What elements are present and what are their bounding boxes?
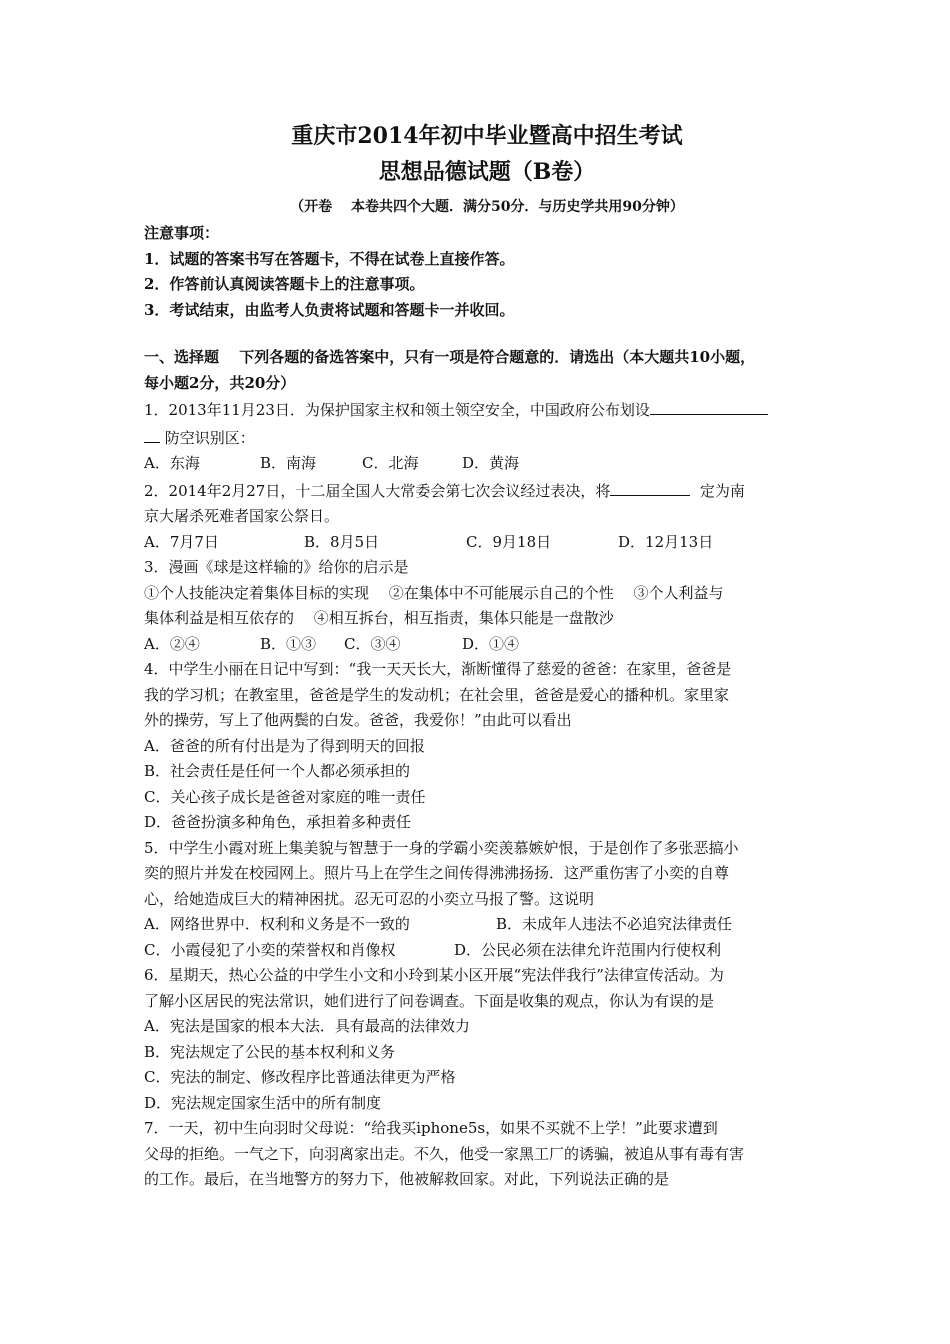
question-1-options [144,451,830,477]
question-2-text-tail: 定为南 [699,481,745,500]
option-c: C．9月18日 [466,532,552,551]
question-1-cont [144,424,830,452]
option-b: B．南海 [260,454,317,472]
option-a: A．7月7日 [144,532,219,551]
question-6-cont: 了解小区居民的宪法常识，她们进行了问卷调查。下面是收集的观点，你认为有误的是 [144,991,715,1010]
question-4-cont2: 外的操劳，写上了他两鬓的白发。爸爸，我爱你！”由此可以看出 [144,711,572,729]
answer-blank [650,396,768,415]
notice-item-3: 3．考试结束，由监考人负责将试题和答题卡一并收回。 [144,300,515,319]
question-3-statements-cont: 集体利益是相互依存的 ④相互拆台，相互指责，集体只能是一盘散沙 [144,609,614,627]
option-a: A．网络世界中．权利和义务是不一致的 [144,915,410,933]
question-5: 5．中学生小霞对班上集美貌与智慧于一身的学霸小奕羡慕嫉妒恨，于是创作了多张恶搞小 [144,838,739,857]
question-6: 6．星期天，热心公益的中学生小文和小玲到某小区开展“宪法伴我行”法律宣传活动。为 [144,966,724,984]
question-7-cont2: 的工作。最后，在当地警方的努力下，他被解救回家。对此，下列说法正确的是 [144,1170,670,1188]
question-3-statements: ①个人技能决定着集体目标的实现 ②在集体中不可能展示自己的个性 ③个人利益与 [144,583,724,602]
question-5-options-ab [144,912,830,938]
option-b: B．①③ [260,634,317,653]
question-4: 4．中学生小丽在日记中写到：“我一天天长大，渐断懂得了慈爱的爸爸：在家里，爸爸是 [144,660,732,678]
option-d: D．公民必须在法律允许范围内行使权利 [454,940,722,959]
option-b: B．未成年人违法不必追究法律责任 [496,915,733,933]
question-7: 7．一天，初中生向羽时父母说：“给我买iphone5s，如果不买就不上学！”此要求遭到 [144,1119,718,1137]
spacer [144,323,830,345]
option-d: D．宪法规定国家生活中的所有制度 [144,1093,382,1112]
option-a: A．②④ [144,634,200,653]
question-2 [144,477,830,505]
option-b: B．8月5日 [304,532,380,551]
option-d: D．①④ [462,634,520,653]
option-d: D．黄海 [462,454,520,472]
section1-heading-cont: 每小题2分，共20分） [144,373,296,392]
notice-item-1: 1．试题的答案书写在答题卡，不得在试卷上直接作答。 [144,249,515,268]
question-5-cont: 奕的照片并发在校园网上。照片马上在学生之间传得沸沸扬扬．这严重伤害了小奕的自尊 [144,864,730,882]
option-a: A．爸爸的所有付出是为了得到明天的回报 [144,736,425,755]
answer-blank [144,424,160,443]
question-1-text: 1．2013年11月23日．为保护国家主权和领土领空安全，中国政府公布划设 [144,401,650,419]
option-b: B．宪法规定了公民的基本权利和义务 [144,1042,396,1061]
question-2-text: 2．2014年2月27日，十二届全国人大常委会第七次会议经过表决，将 [144,481,611,500]
question-1 [144,396,830,424]
question-5-options-cd [144,938,830,964]
question-2-options [144,530,830,556]
option-c: C．宪法的制定、修改程序比普通法律更为严格 [144,1068,456,1086]
page-content [144,119,830,1193]
notice-item-2: 2．作答前认真阅读答题卡上的注意事项。 [144,275,425,293]
option-c: C．③④ [344,634,401,653]
option-d: D．爸爸扮演多种角色，承担着多种责任 [144,813,412,831]
question-1-text-cont: 防空识别区： [164,428,255,447]
exam-title: 重庆市2014年初中毕业暨高中招生考试 [291,123,683,149]
question-3: 3．漫画《球是这样输的》给你的启示是 [144,558,409,576]
option-c: C．关心孩子成长是爸爸对家庭的唯一责任 [144,787,426,806]
option-a: A．东海 [144,454,200,472]
option-b: B．社会责任是任何一个人都必须承担的 [144,762,411,780]
question-3-options [144,632,830,658]
option-c: C．小霞侵犯了小奕的荣誉权和肖像权 [144,940,396,959]
question-5-cont2: 心，给她造成巨大的精神困扰。忍无可忍的小奕立马报了警。这说明 [144,889,595,908]
option-c: C．北海 [362,454,419,472]
question-7-cont: 父母的拒绝。一气之下，向羽离家出走。不久，他受一家黑工厂的诱骗，被追从事有毒有害 [144,1144,745,1163]
exam-note: （开卷 本卷共四个大题．满分50分．与历史学共用90分钟） [290,199,684,215]
question-2-cont: 京大屠杀死难者国家公祭日。 [144,507,340,525]
answer-blank [610,477,690,496]
exam-subtitle: 思想品德试题（B卷） [378,159,596,185]
section1-heading: 一、选择题 下列各题的备选答案中，只有一项是符合题意的．请选出（本大题共10小题， [144,348,756,366]
question-4-cont: 我的学习机；在教室里，爸爸是学生的发动机；在社会里，爸爸是爱心的播种机。家里家 [144,685,730,704]
notice-heading: 注意事项： [144,224,220,242]
option-d: D．12月13日 [618,532,714,551]
option-a: A．宪法是国家的根本大法．具有最高的法律效力 [144,1017,470,1035]
